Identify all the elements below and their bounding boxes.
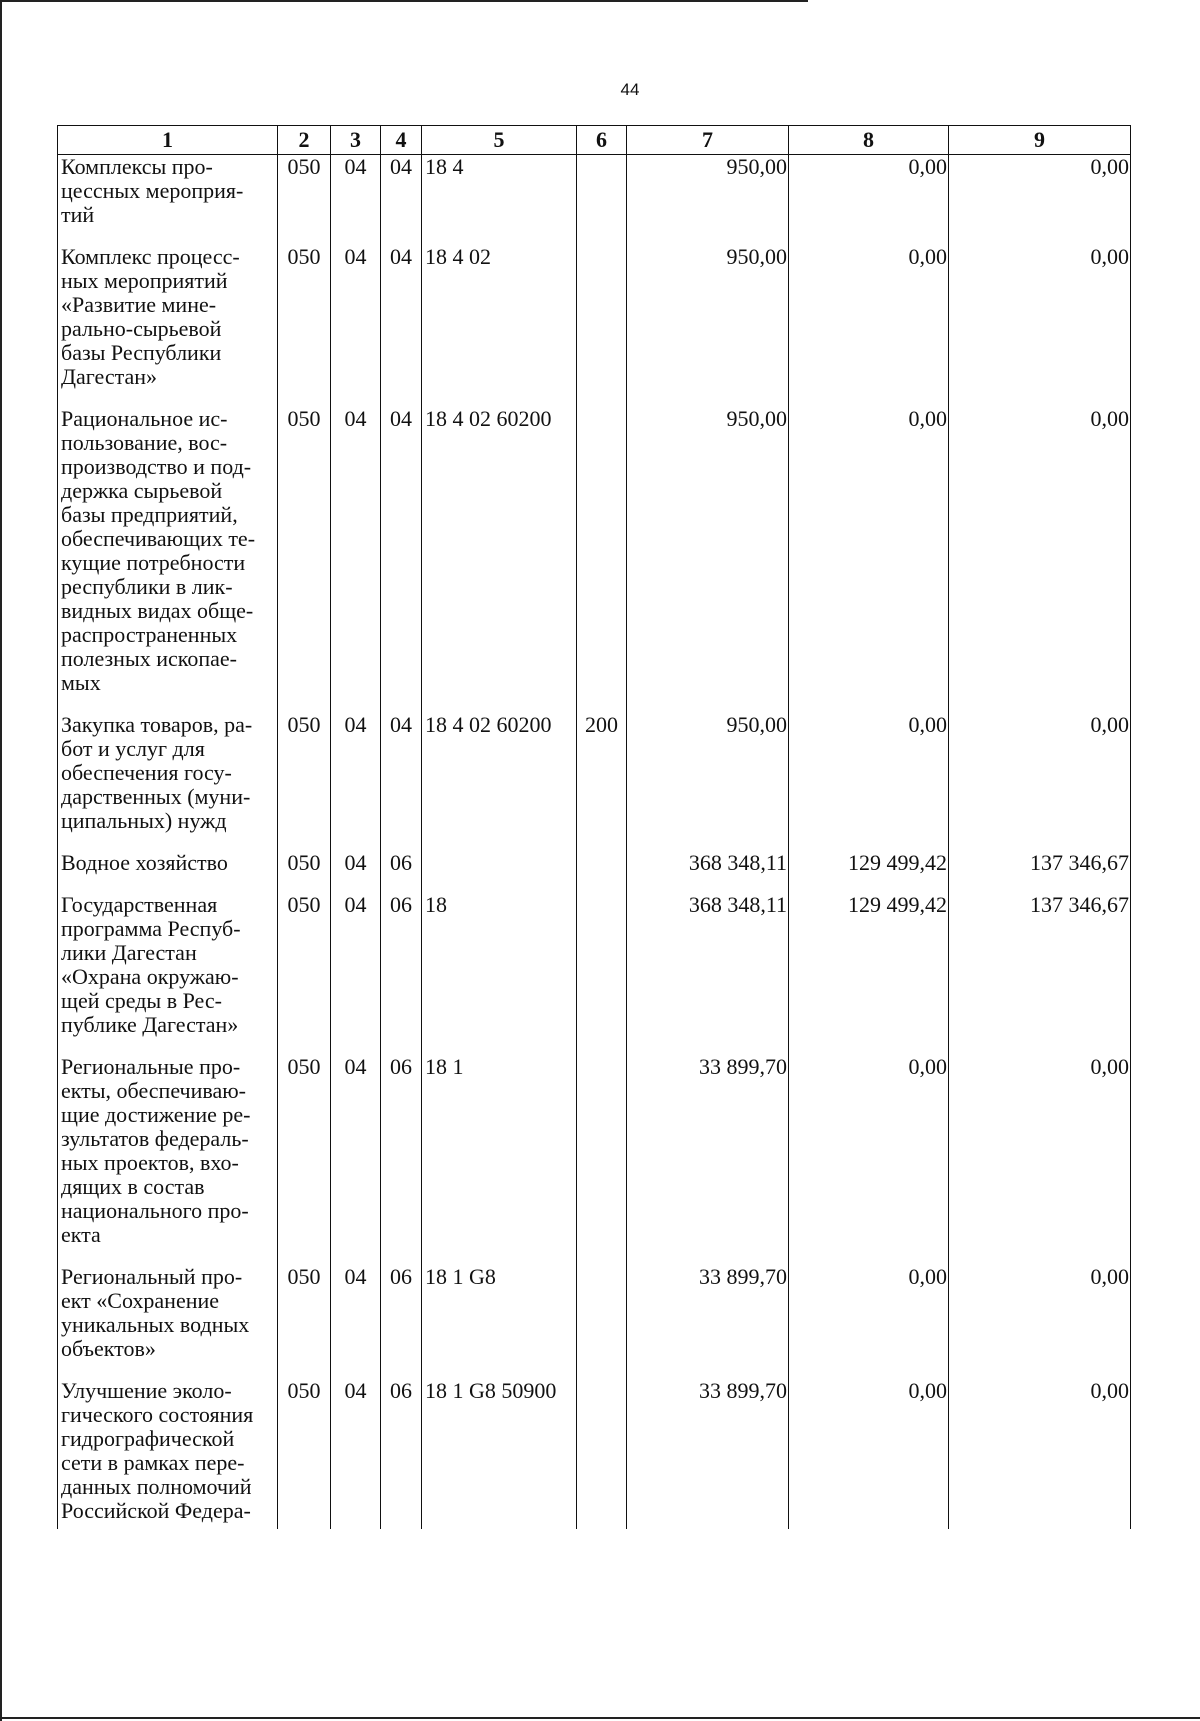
cell-amount-year-1: 33 899,70 xyxy=(627,1055,789,1265)
cell-admin-code: 050 xyxy=(278,1055,331,1265)
cell-subsection: 06 xyxy=(381,1055,422,1265)
table-body xyxy=(58,155,1131,1530)
cell-subsection: 06 xyxy=(381,893,422,1055)
cell-admin-code: 050 xyxy=(278,407,331,713)
cell-admin-code: 050 xyxy=(278,1379,331,1529)
table-row xyxy=(58,851,1131,893)
cell-target-article: 18 1 xyxy=(422,1055,577,1265)
cell-subsection: 04 xyxy=(381,713,422,851)
cell-target-article: 18 4 02 60200 xyxy=(422,713,577,851)
cell-subsection: 04 xyxy=(381,155,422,246)
row-name-cell: Комплекс процесс- ных мероприятий «Развитие мине- рально-сырьевой базы Республики Дагестан» xyxy=(58,245,278,407)
table-header xyxy=(58,126,1131,155)
cell-amount-year-2: 129 499,42 xyxy=(789,893,949,1055)
budget-table xyxy=(57,125,1131,1529)
cell-admin-code: 050 xyxy=(278,1265,331,1379)
cell-expense-type xyxy=(577,851,627,893)
cell-admin-code: 050 xyxy=(278,155,331,246)
cell-amount-year-2: 0,00 xyxy=(789,1379,949,1529)
cell-section: 04 xyxy=(331,851,381,893)
header-col-2: 2 xyxy=(278,126,331,155)
cell-subsection: 06 xyxy=(381,851,422,893)
cell-subsection: 04 xyxy=(381,407,422,713)
cell-amount-year-3: 137 346,67 xyxy=(949,893,1131,1055)
cell-section: 04 xyxy=(331,155,381,246)
cell-amount-year-3: 0,00 xyxy=(949,407,1131,713)
cell-amount-year-3: 0,00 xyxy=(949,1265,1131,1379)
cell-admin-code: 050 xyxy=(278,245,331,407)
table-row xyxy=(58,1379,1131,1529)
row-name-cell: Улучшение эколо- гического состояния гидрографической сети в рамках пере- данных полномочий Российской Федера- xyxy=(58,1379,278,1529)
cell-expense-type xyxy=(577,893,627,1055)
cell-admin-code: 050 xyxy=(278,713,331,851)
cell-amount-year-1: 950,00 xyxy=(627,155,789,246)
cell-section: 04 xyxy=(331,1055,381,1265)
header-col-5: 5 xyxy=(422,126,577,155)
cell-admin-code: 050 xyxy=(278,893,331,1055)
cell-amount-year-2: 0,00 xyxy=(789,1055,949,1265)
row-name-cell: Закупка товаров, ра- бот и услуг для обеспечения госу- дарственных (муни- ципальных) нужд xyxy=(58,713,278,851)
cell-section: 04 xyxy=(331,713,381,851)
cell-expense-type xyxy=(577,407,627,713)
cell-admin-code: 050 xyxy=(278,851,331,893)
cell-section: 04 xyxy=(331,1379,381,1529)
table-row xyxy=(58,713,1131,851)
cell-amount-year-3: 137 346,67 xyxy=(949,851,1131,893)
header-col-3: 3 xyxy=(331,126,381,155)
header-col-1: 1 xyxy=(58,126,278,155)
cell-subsection: 04 xyxy=(381,245,422,407)
cell-section: 04 xyxy=(331,893,381,1055)
cell-amount-year-2: 129 499,42 xyxy=(789,851,949,893)
table-row xyxy=(58,245,1131,407)
row-name-cell: Государственная программа Респуб- лики Дагестан «Охрана окружаю- щей среды в Рес- публике Дагестан» xyxy=(58,893,278,1055)
cell-amount-year-3: 0,00 xyxy=(949,1055,1131,1265)
cell-target-article: 18 4 02 xyxy=(422,245,577,407)
table-row xyxy=(58,155,1131,246)
cell-amount-year-2: 0,00 xyxy=(789,407,949,713)
cell-target-article: 18 1 G8 xyxy=(422,1265,577,1379)
scan-edge-left xyxy=(0,0,2,1721)
cell-section: 04 xyxy=(331,1265,381,1379)
cell-subsection: 06 xyxy=(381,1379,422,1529)
cell-amount-year-1: 368 348,11 xyxy=(627,893,789,1055)
cell-target-article xyxy=(422,851,577,893)
cell-amount-year-1: 368 348,11 xyxy=(627,851,789,893)
cell-subsection: 06 xyxy=(381,1265,422,1379)
cell-amount-year-1: 33 899,70 xyxy=(627,1379,789,1529)
cell-amount-year-1: 950,00 xyxy=(627,713,789,851)
cell-amount-year-2: 0,00 xyxy=(789,245,949,407)
cell-section: 04 xyxy=(331,407,381,713)
table-row xyxy=(58,1055,1131,1265)
cell-target-article: 18 4 xyxy=(422,155,577,246)
cell-amount-year-1: 950,00 xyxy=(627,407,789,713)
cell-amount-year-3: 0,00 xyxy=(949,713,1131,851)
cell-expense-type: 200 xyxy=(577,713,627,851)
row-name-cell: Рациональное ис- пользование, вос- производство и под- держка сырьевой базы предприятий, обеспечивающих те- кущие потребности республики в лик- видных видах обще- распространенных полезных ископае- мых xyxy=(58,407,278,713)
row-name-cell: Комплексы про- цессных мероприя- тий xyxy=(58,155,278,246)
row-name-cell: Региональные про- екты, обеспечиваю- щие достижение ре- зультатов федераль- ных проектов, вхо- дящих в состав национального про- екта xyxy=(58,1055,278,1265)
cell-amount-year-2: 0,00 xyxy=(789,713,949,851)
cell-amount-year-2: 0,00 xyxy=(789,155,949,246)
table-row xyxy=(58,893,1131,1055)
header-col-4: 4 xyxy=(381,126,422,155)
header-col-8: 8 xyxy=(789,126,949,155)
table-row xyxy=(58,1265,1131,1379)
cell-expense-type xyxy=(577,245,627,407)
cell-amount-year-1: 950,00 xyxy=(627,245,789,407)
cell-expense-type xyxy=(577,1055,627,1265)
cell-expense-type xyxy=(577,155,627,246)
cell-amount-year-3: 0,00 xyxy=(949,245,1131,407)
cell-target-article: 18 4 02 60200 xyxy=(422,407,577,713)
row-name-cell: Региональный про- ект «Сохранение уникальных водных объектов» xyxy=(58,1265,278,1379)
cell-amount-year-3: 0,00 xyxy=(949,1379,1131,1529)
cell-expense-type xyxy=(577,1265,627,1379)
cell-amount-year-1: 33 899,70 xyxy=(627,1265,789,1379)
header-col-6: 6 xyxy=(577,126,627,155)
cell-target-article: 18 xyxy=(422,893,577,1055)
cell-section: 04 xyxy=(331,245,381,407)
header-row xyxy=(58,126,1131,155)
page-number: 44 xyxy=(620,80,640,99)
cell-amount-year-3: 0,00 xyxy=(949,155,1131,246)
scan-edge-top xyxy=(0,0,808,2)
cell-amount-year-2: 0,00 xyxy=(789,1265,949,1379)
row-name-cell: Водное хозяйство xyxy=(58,851,278,893)
header-col-7: 7 xyxy=(627,126,789,155)
cell-target-article: 18 1 G8 50900 xyxy=(422,1379,577,1529)
cell-expense-type xyxy=(577,1379,627,1529)
table-row xyxy=(58,407,1131,713)
header-col-9: 9 xyxy=(949,126,1131,155)
scan-edge-bottom xyxy=(0,1717,1200,1719)
